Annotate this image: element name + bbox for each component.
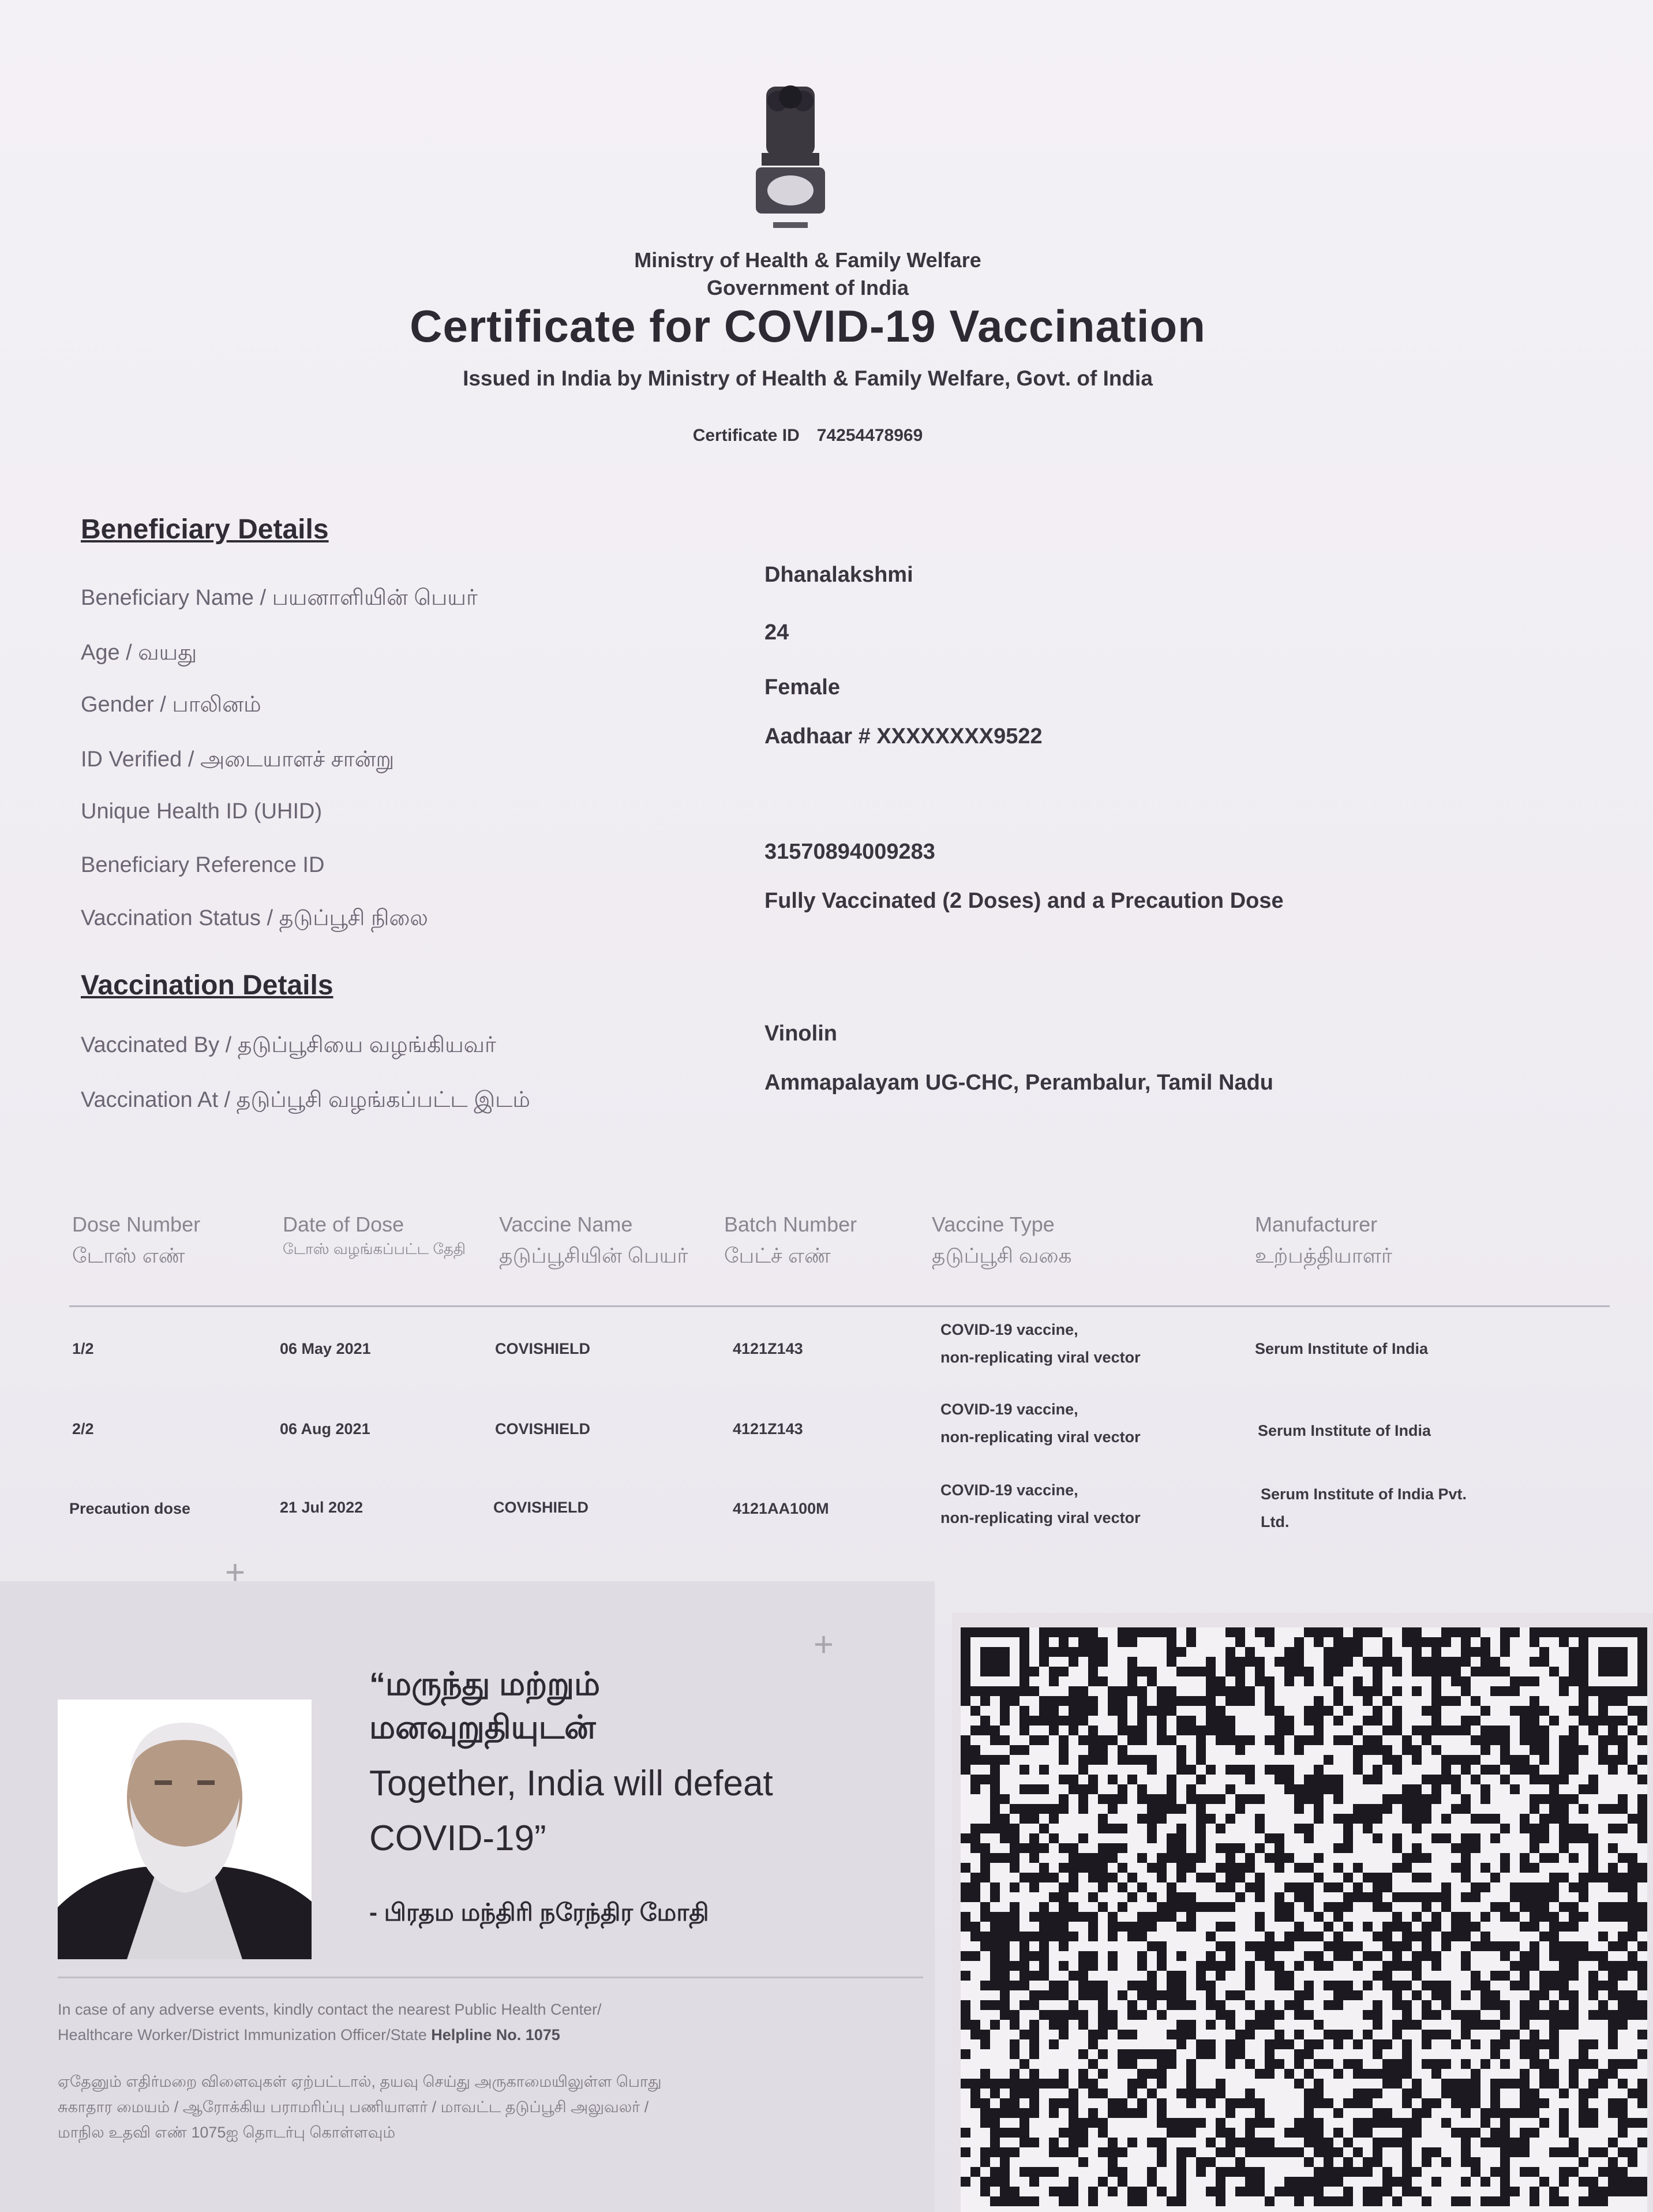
row1-type: COVID-19 vaccine, non-replicating viral vector [940, 1321, 1141, 1366]
plus-mark-icon: + [225, 1553, 246, 1592]
beneficiary-name-label: Beneficiary Name / பயனாளியின் பெயர் [81, 586, 478, 610]
quote-tamil-line2: மனவுறுதியுடன் [369, 1709, 596, 1745]
age-value: 24 [764, 620, 789, 645]
vaccination-status-value: Fully Vaccinated (2 Doses) and a Precaution Dose [764, 889, 1284, 913]
issued-by-text: Issued in India by Ministry of Health & Family Welfare, Govt. of India [463, 366, 1153, 390]
plus-mark-icon: + [814, 1625, 834, 1664]
row3-manufacturer: Serum Institute of India Pvt. Ltd. [1261, 1485, 1467, 1530]
row3-date: 21 Jul 2022 [280, 1499, 363, 1516]
id-verified-label: ID Verified / அடையாளச் சான்று [81, 747, 395, 772]
row1-batch: 4121Z143 [733, 1340, 803, 1357]
header-vaccine-name: Vaccine Name தடுப்பூசியின் பெயர் [499, 1212, 688, 1267]
vaccination-at-label: Vaccination At / தடுப்பூசி வழங்கப்பட்ட இடம் [81, 1088, 530, 1112]
header-date-of-dose: Date of Dose டோஸ் வழங்கப்பட்ட தேதி [283, 1212, 466, 1257]
quote-english-line2: COVID-19” [369, 1818, 546, 1858]
beneficiary-section-title: Beneficiary Details [81, 514, 329, 545]
qr-code-icon [961, 1627, 1647, 2212]
row2-manufacturer: Serum Institute of India [1258, 1422, 1431, 1439]
id-verified-value: Aadhaar # XXXXXXXX9522 [764, 724, 1043, 748]
gender-value: Female [764, 675, 840, 699]
vaccinated-by-label: Vaccinated By / தடுப்பூசியை வழங்கியவர் [81, 1033, 496, 1057]
header-manufacturer: Manufacturer உற்பத்தியாளர் [1255, 1212, 1392, 1267]
certificate-id-value: 74254478969 [816, 426, 923, 445]
reference-id-value: 31570894009283 [764, 840, 935, 864]
row1-date: 06 May 2021 [280, 1340, 371, 1357]
row2-dose: 2/2 [72, 1420, 94, 1438]
table-divider [69, 1305, 1610, 1307]
helpline-number: Helpline No. 1075 [431, 2026, 560, 2043]
row1-manufacturer: Serum Institute of India [1255, 1340, 1429, 1357]
government-name: Government of India [706, 276, 909, 300]
row3-dose: Precaution dose [69, 1500, 191, 1517]
row1-dose: 1/2 [72, 1340, 94, 1357]
quote-attribution: - பிரதம மந்திரி நரேந்திர மோதி [369, 1899, 709, 1926]
ministry-name: Ministry of Health & Family Welfare [634, 248, 981, 272]
certificate-id [519, 426, 1096, 446]
gender-label: Gender / பாலினம் [81, 693, 261, 717]
adverse-event-note-english: In case of any adverse events, kindly contact the nearest Public Health Center/ Healthcare Worker/District Immunization Officer/State Helpline No. 1075 [58, 2001, 602, 2043]
quote-english-line1: Together, India will defeat [369, 1764, 773, 1803]
certificate-id-label: Certificate ID [692, 426, 800, 445]
vaccination-status-label: Vaccination Status / தடுப்பூசி நிலை [81, 906, 428, 930]
certificate-title: Certificate for COVID-19 Vaccination [410, 301, 1206, 351]
row2-vaccine-name: COVISHIELD [495, 1420, 591, 1438]
row2-batch: 4121Z143 [733, 1420, 803, 1438]
header-batch-number: Batch Number பேட்ச் எண் [724, 1212, 857, 1267]
row2-date: 06 Aug 2021 [280, 1420, 370, 1438]
adverse-event-note-tamil: ஏதேனும் எதிர்மறை விளைவுகள் ஏற்பட்டால், தயவு செய்து அருகாமையிலுள்ள பொது சுகாதார மையம் / ஆரோக்கிய பராமரிப்பு பணியாளர் / மாவட்ட தடுப்பூசி அலுவலர் / மாநில உதவி எண் 1075ஐ தொடர்பு கொள்ளவும் [58, 2073, 662, 2141]
footer-divider [58, 1977, 923, 1978]
row3-type: COVID-19 vaccine, non-replicating viral vector [940, 1481, 1141, 1526]
prime-minister-portrait [58, 1700, 312, 1959]
row2-type: COVID-19 vaccine, non-replicating viral vector [940, 1401, 1141, 1446]
row1-vaccine-name: COVISHIELD [495, 1340, 591, 1357]
header-vaccine-type: Vaccine Type தடுப்பூசி வகை [932, 1212, 1072, 1267]
vaccination-at-value: Ammapalayam UG-CHC, Perambalur, Tamil Nadu [764, 1071, 1273, 1095]
quote-tamil-line1: “மருந்து மற்றும் [369, 1665, 601, 1702]
reference-id-label: Beneficiary Reference ID [81, 853, 325, 877]
age-label: Age / வயது [81, 641, 197, 665]
header-dose-number: Dose Number டோஸ் எண் [72, 1212, 201, 1267]
ashoka-emblem-icon [739, 75, 842, 237]
beneficiary-name-value: Dhanalakshmi [764, 563, 913, 587]
row3-vaccine-name: COVISHIELD [493, 1499, 589, 1516]
row3-batch: 4121AA100M [733, 1500, 829, 1517]
vaccination-section-title: Vaccination Details [81, 970, 333, 1001]
vaccinated-by-value: Vinolin [764, 1021, 837, 1046]
uhid-label: Unique Health ID (UHID) [81, 799, 323, 824]
